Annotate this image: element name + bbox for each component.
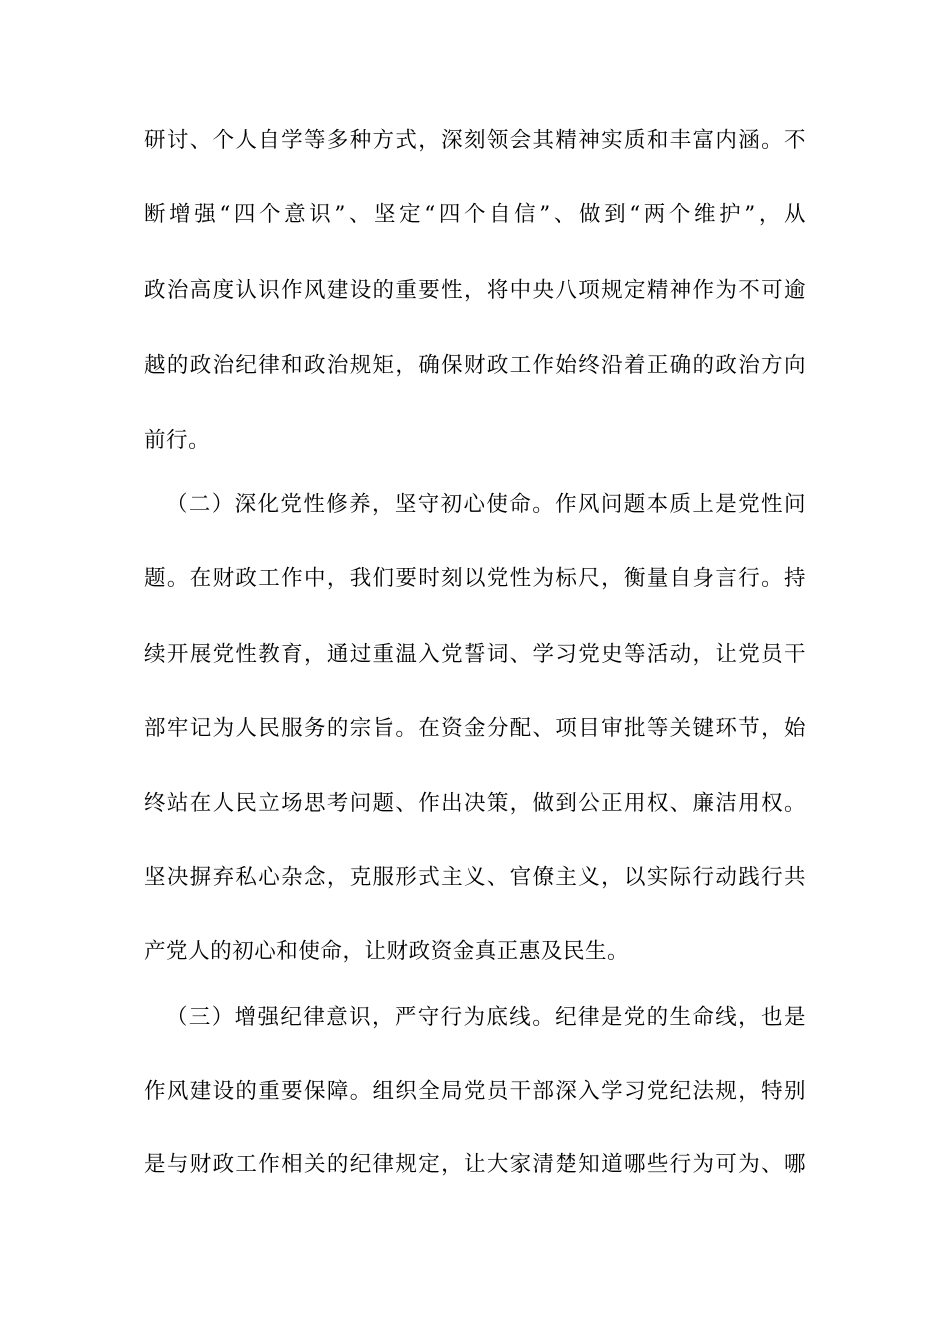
text-line: 产党人的初心和使命，让财政资金真正惠及民生。 (144, 939, 630, 964)
text-line: 作风建设的重要保障。组织全局党员干部深入学习党纪法规，特别 (144, 1079, 806, 1104)
section-heading-line: （二）深化党性修养，坚守初心使命。作风问题本质上是党性问 (166, 492, 806, 517)
text-line: 终站在人民立场思考问题、作出决策，做到公正用权、廉洁用权。 (144, 791, 806, 816)
section-heading-line: （三）增强纪律意识，严守行为底线。纪律是党的生命线，也是 (166, 1005, 806, 1030)
text-line: 政治高度认识作风建设的重要性，将中央八项规定精神作为不可逾 (144, 278, 806, 303)
text-line: 坚决摒弃私心杂念，克服形式主义、官僚主义，以实际行动践行共 (144, 865, 806, 890)
text-line: 题。在财政工作中，我们要时刻以党性为标尺，衡量自身言行。持 (144, 566, 806, 591)
text-line: 前行。 (144, 428, 211, 453)
text-line: 部牢记为人民服务的宗旨。在资金分配、项目审批等关键环节，始 (144, 716, 806, 741)
text-line: 研讨、个人自学等多种方式，深刻领会其精神实质和丰富内涵。不 (144, 128, 806, 153)
text-line: 越的政治纪律和政治规矩，确保财政工作始终沿着正确的政治方向 (144, 353, 806, 378)
text-line: 续开展党性教育，通过重温入党誓词、学习党史等活动，让党员干 (144, 642, 806, 667)
text-line: 断增强“四个意识”、坚定“四个自信”、做到“两个维护”，从 (144, 202, 806, 227)
text-line: 是与财政工作相关的纪律规定，让大家清楚知道哪些行为可为、哪 (144, 1152, 806, 1177)
